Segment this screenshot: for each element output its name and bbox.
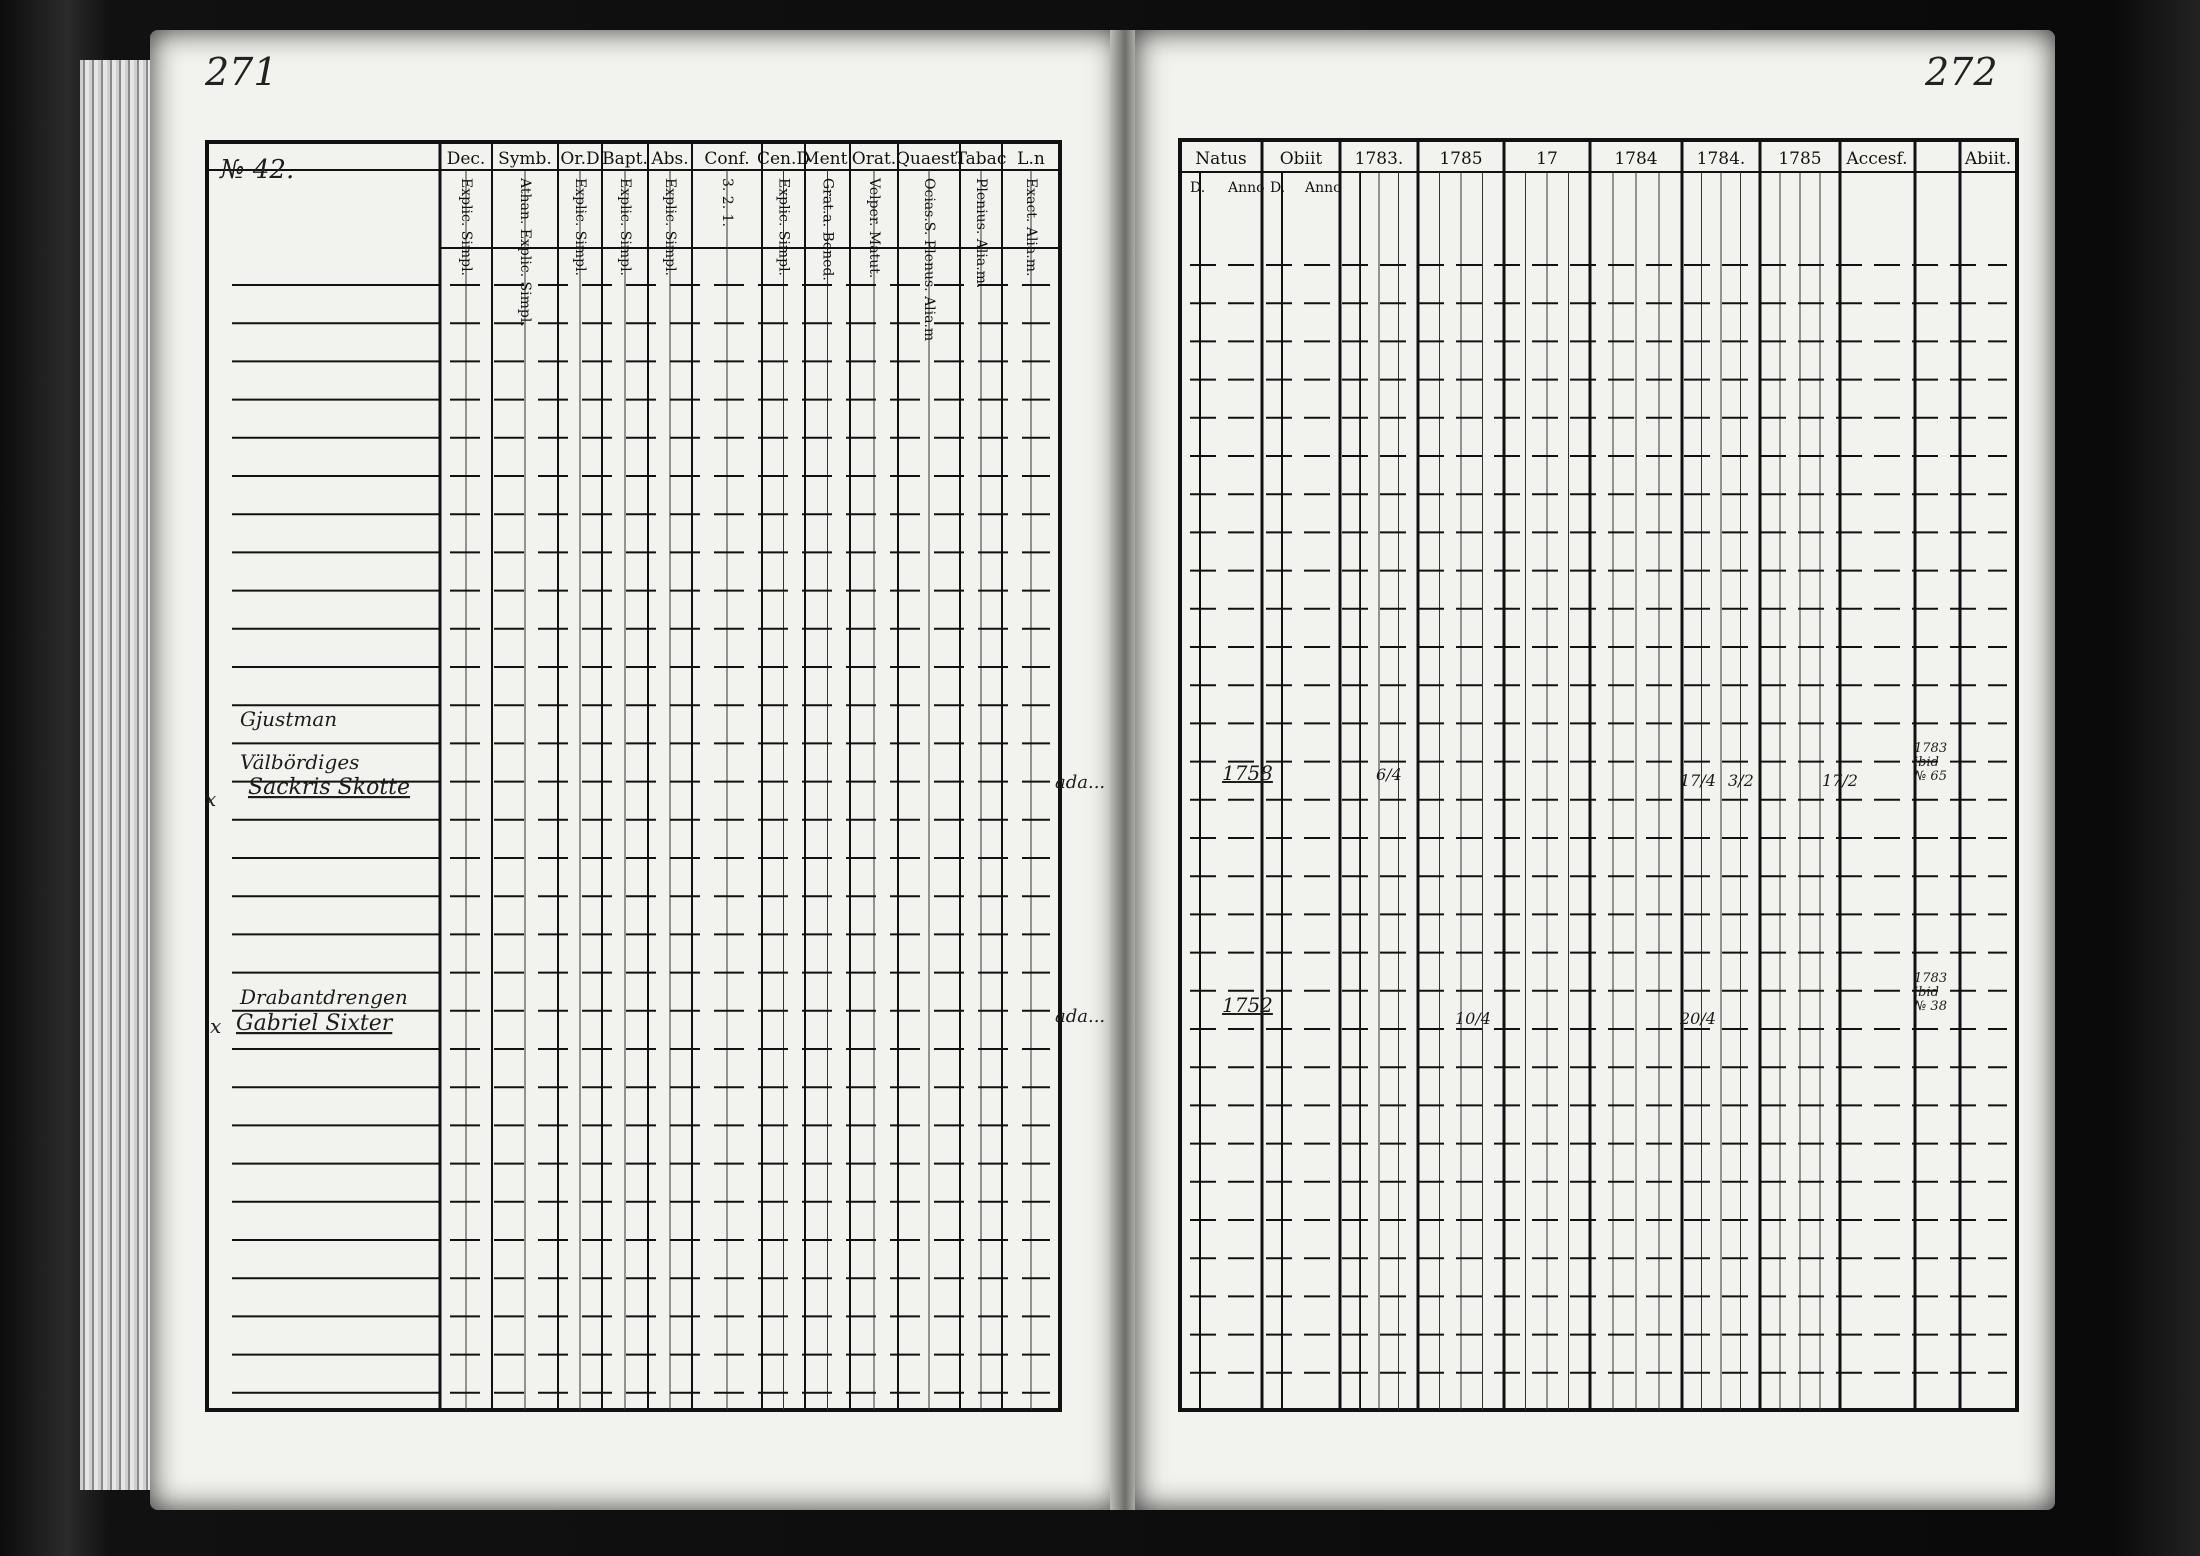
- entry-accessit-2-c: № 65: [1914, 769, 1947, 784]
- right-column-header: 1785: [1439, 149, 1483, 169]
- right-column-header: 1783.: [1354, 149, 1404, 169]
- left-sub-header: Velper. Matut.: [866, 178, 882, 279]
- left-column-header: Symb.: [498, 149, 552, 169]
- household-number: № 42.: [220, 155, 295, 185]
- right-sub-header: Anno: [1228, 180, 1265, 196]
- entry-mark-3-b: 20/4: [1680, 1009, 1716, 1028]
- right-column-header: Accesf.: [1846, 149, 1908, 169]
- right-sub-header: D.: [1270, 180, 1286, 196]
- left-sub-header: Explic. Simpl.: [617, 178, 633, 277]
- left-column-header: Bapt.: [602, 149, 648, 169]
- entry-note-2: ada...: [1055, 772, 1106, 793]
- right-entries: [1222, 741, 1947, 1028]
- left-row-lines: [232, 285, 1050, 1393]
- right-sub-header: Anno: [1305, 180, 1342, 196]
- entry-mark-2-d: 17/2: [1822, 771, 1858, 790]
- entry-accessit-3-c: № 38: [1914, 999, 1947, 1014]
- right-column-header: 1784.: [1696, 149, 1746, 169]
- left-sub-header: 3. 2. 1.: [719, 178, 735, 227]
- left-sub-header: Explic. Simpl.: [662, 178, 678, 277]
- entry-accessit-2-b: ibid: [1914, 755, 1939, 770]
- left-column-header: Tabac: [955, 149, 1007, 169]
- left-sub-header: Ocias.S. Plenus. Alia.m: [921, 178, 937, 342]
- left-column-header: Or.D: [560, 149, 600, 169]
- left-column-header: Orat.: [851, 149, 897, 169]
- left-sub-header: Explic. Simpl.: [572, 178, 588, 277]
- left-column-header: Conf.: [704, 149, 750, 169]
- left-sub-header: Athan. Explic. Simpl.: [517, 178, 533, 327]
- entry-mark-2-a: 6/4: [1376, 765, 1402, 784]
- right-row-lines: [1190, 265, 2007, 1373]
- entry-accessit-3-b: ibid: [1914, 985, 1939, 1000]
- right-column-header: Abiit.: [1964, 149, 2012, 169]
- right-column-header: 1784: [1614, 149, 1658, 169]
- left-column-header: Dec.: [446, 149, 486, 169]
- entry-mark-3: x: [210, 1014, 222, 1038]
- left-column-lines: [440, 142, 1031, 1410]
- entry-title-3: Drabantdrengen: [240, 985, 408, 1009]
- entry-title-1: Gjustman: [240, 707, 338, 731]
- right-sub-headers: [1190, 180, 1342, 196]
- right-column-header: Natus: [1195, 149, 1247, 169]
- right-ledger-table: [1180, 140, 2017, 1410]
- left-sub-header: Grat.a. Bened.: [819, 178, 836, 281]
- entry-mark-2: x: [205, 787, 217, 811]
- entry-title-2: Välbördiges: [240, 750, 360, 774]
- left-page-number: 271: [205, 50, 278, 94]
- left-column-header: L.n: [1017, 149, 1045, 169]
- entry-mark-2-c: 3/2: [1728, 771, 1754, 790]
- left-column-header: Cen.D: [756, 149, 811, 169]
- left-sub-header: Plenius. Alia.m.: [973, 178, 989, 289]
- right-column-header: 1785: [1778, 149, 1822, 169]
- entry-name-3: Gabriel Sixter: [236, 1011, 393, 1036]
- right-column-header: Obiit: [1279, 149, 1323, 169]
- left-sub-header: Explic. Simpl.: [775, 178, 792, 277]
- right-column-header: 17: [1536, 149, 1558, 169]
- left-entries: [205, 707, 1105, 1038]
- left-sub-header: Exact. Alia.m.: [1023, 178, 1039, 277]
- entry-mark-3-a: 10/4: [1455, 1009, 1491, 1028]
- left-column-header: Quaest.: [895, 149, 963, 169]
- left-column-header: Ment.: [802, 149, 853, 169]
- left-sub-header: Explic. Simpl.: [458, 178, 474, 277]
- right-column-headers: [1195, 149, 2011, 169]
- entry-born-3: 1752: [1222, 993, 1273, 1017]
- left-column-header: Abs.: [651, 149, 689, 169]
- entry-note-3: ada...: [1055, 1006, 1106, 1027]
- right-page-number: 272: [1925, 50, 1998, 94]
- right-sub-header: D.: [1190, 180, 1206, 196]
- left-sub-headers: [458, 177, 1039, 341]
- entry-accessit-3-a: 1783: [1914, 971, 1948, 986]
- entry-accessit-2-a: 1783: [1914, 741, 1948, 756]
- entry-name-2: Sackris Skotte: [248, 775, 411, 800]
- entry-born-2: 1758: [1222, 761, 1273, 785]
- entry-mark-2-b: 17/4: [1680, 771, 1716, 790]
- left-column-headers: [447, 149, 1045, 169]
